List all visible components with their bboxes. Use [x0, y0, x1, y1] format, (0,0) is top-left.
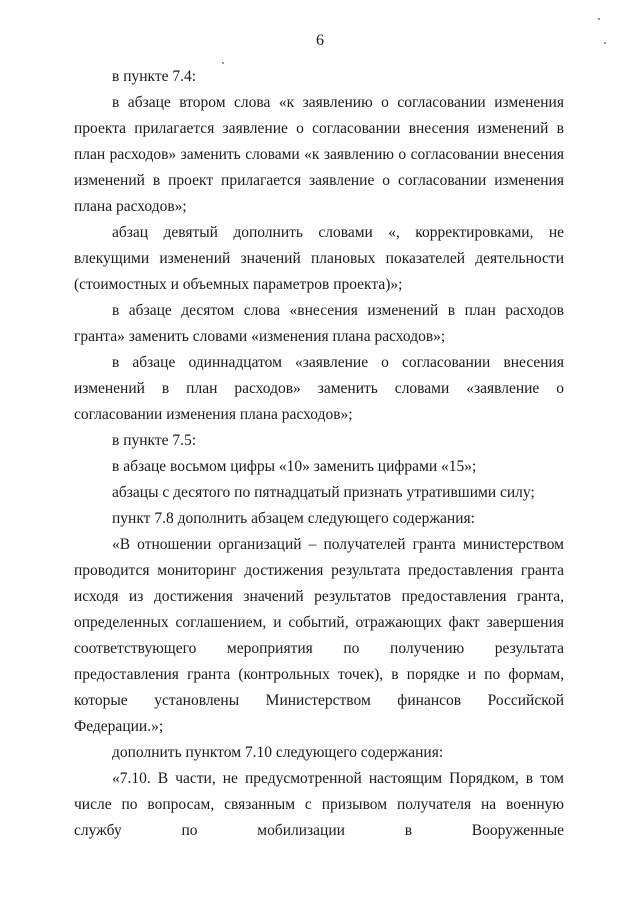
paragraph-amend-7-5: в пункте 7.5:	[112, 432, 197, 449]
paragraph-tenth-abzac: в абзаце десятом слова «внесения изменений в план расходов гранта» заменить словами «изменения плана расходов»;	[74, 302, 564, 345]
paragraph-second-abzac: в абзаце втором слова «к заявлению о согласовании изменения проекта прилагается заявление о согласовании внесения изменений в план расходов» заменить словами «к заявлению о согласовании внесения изменений в проект прилагается заявление о согласовании изменения плана расходов»;	[74, 94, 564, 215]
paragraph-monitoring: «В отношении организаций – получателей гранта министерством проводится мониторинг достижения результата предоставления гранта исходя из достижения значений результатов предоставления гранта, определенных соглашением, и событий, отражающих факт завершения соответствующего мероприятия по получению результата предоставления гранта (контрольных точек), в порядке и по формам, которые установлены Министерством финансов Российской Федерации.»;	[74, 536, 564, 735]
paragraph-eighth-abzac: в абзаце восьмом цифры «10» заменить цифрами «15»;	[112, 458, 477, 475]
paragraph-ninth-abzac: абзац девятый дополнить словами «, корректировками, не влекущими изменений значений плановых показателей деятельности (стоимостных и объемных параметров проекта)»;	[74, 224, 564, 293]
scan-speck	[222, 62, 224, 64]
paragraph-repeal-abzacs: абзацы с десятого по пятнадцатый признать утратившими силу;	[112, 484, 535, 501]
scan-speck	[598, 18, 600, 20]
page-number: 6	[316, 32, 324, 49]
paragraph-amend-7-4: в пункте 7.4:	[112, 68, 197, 85]
paragraph-7-10-text: «7.10. В части, не предусмотренной настоящим Порядком, в том числе по вопросам, связанным с призывом получателя на военную службу по мобилизации в Вооруженные	[74, 770, 564, 839]
paragraph-amend-7-8: пункт 7.8 дополнить абзацем следующего содержания:	[112, 510, 475, 527]
paragraph-add-7-10: дополнить пунктом 7.10 следующего содержания:	[112, 744, 444, 761]
scan-speck	[604, 42, 606, 44]
document-body	[74, 64, 564, 844]
paragraph-eleventh-abzac: в абзаце одиннадцатом «заявление о согласовании внесения изменений в план расходов» заменить словами «заявление о согласовании изменения плана расходов»;	[74, 354, 564, 423]
